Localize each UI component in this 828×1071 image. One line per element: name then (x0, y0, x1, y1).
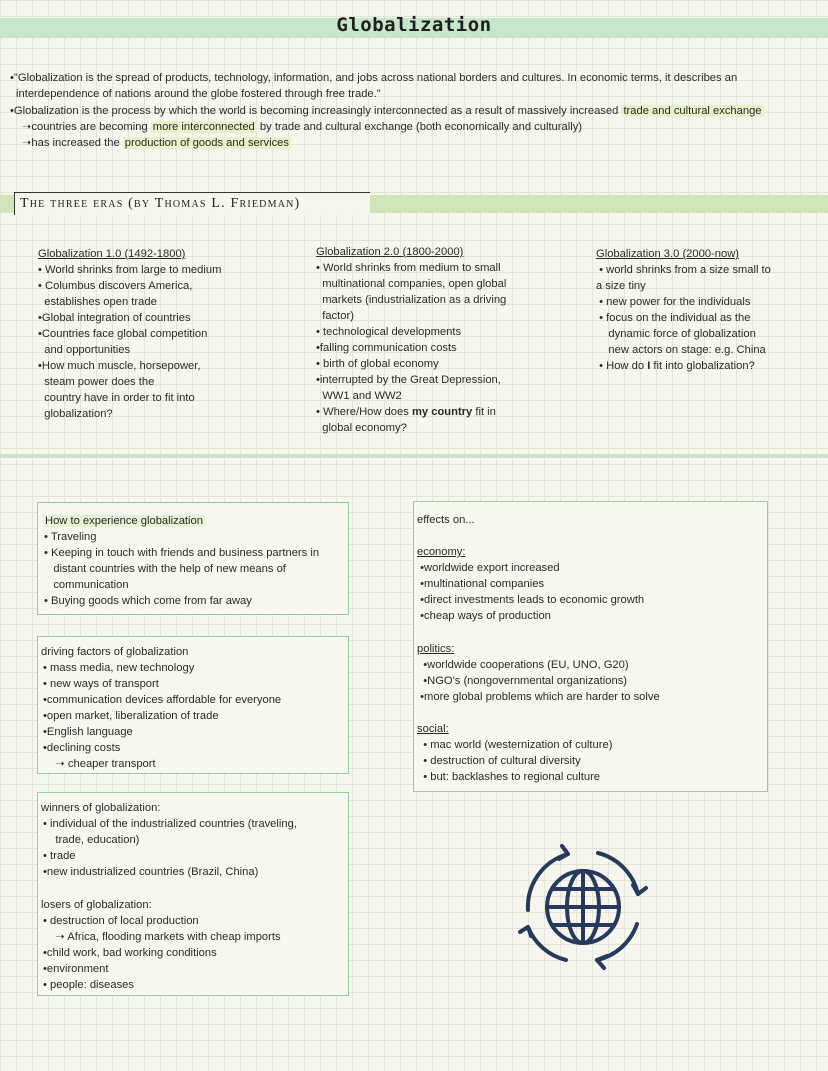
politics-item: •NGO's (nongovernmental organizations) (417, 675, 628, 687)
intro-arrow-1-highlight: more interconnected (152, 121, 255, 133)
winner-item: • trade (43, 850, 76, 862)
era-3-item: dynamic force of globalization (596, 328, 756, 340)
era-2-item: •falling communication costs (316, 342, 457, 354)
era-2-item: • World shrinks from medium to small (316, 262, 501, 274)
economy-item: •multinational companies (417, 578, 545, 590)
winner-item: • individual of the industrialized countries (traveling, (43, 818, 297, 830)
era-1-title: Globalization 1.0 (1492-1800) (38, 248, 186, 260)
intro-definition-highlight: trade and cultural exchange (623, 105, 762, 117)
era-1-item: •How much muscle, horsepower, (38, 360, 201, 372)
drivers-title: driving factors of globalization (41, 646, 189, 658)
era-3-item: new actors on stage: e.g. China (596, 344, 766, 356)
era-3-item: • world shrinks from a size small to (596, 264, 771, 276)
era-3-title: Globalization 3.0 (2000-now) (596, 248, 740, 260)
loser-item: •child work, bad working conditions (43, 947, 217, 959)
driver-item: • mass media, new technology (43, 662, 195, 674)
driver-item: •open market, liberalization of trade (43, 710, 219, 722)
loser-item: •environment (43, 963, 109, 975)
loser-item: • people: diseases (43, 979, 134, 991)
politics-item: •worldwide cooperations (EU, UNO, G20) (417, 659, 629, 671)
era-3-last-suffix: fit into globalization? (650, 360, 755, 372)
experience-item: • Traveling (44, 531, 97, 543)
era-1-item: and opportunities (38, 344, 131, 356)
globe-icon-svg (508, 832, 658, 982)
intro-arrow-2-highlight: production of goods and services (124, 137, 289, 149)
era-2-item: • technological developments (316, 326, 462, 338)
effects-economy-list (417, 560, 644, 624)
era-3-column (596, 246, 771, 374)
era-2-title: Globalization 2.0 (1800-2000) (316, 246, 464, 258)
era-1-item: establishes open trade (38, 296, 157, 308)
era-2-item: factor) (316, 310, 354, 322)
winners-title: winners of globalization: (41, 802, 161, 814)
intro-arrow-2 (22, 135, 291, 151)
losers-list (43, 913, 281, 993)
drivers-box (37, 636, 349, 774)
era-2-column (316, 244, 506, 436)
era-3-item: • new power for the individuals (596, 296, 751, 308)
experience-title (43, 513, 205, 529)
economy-item: •cheap ways of production (417, 610, 551, 622)
era-3-item: • focus on the individual as the (596, 312, 751, 324)
era-3-last-prefix: • How do (596, 360, 648, 372)
effects-title: effects on... (417, 514, 475, 526)
intro-arrow-1-prefix: ➝countries are becoming (22, 121, 151, 133)
winner-item: trade, education) (43, 834, 140, 846)
era-2-item: • birth of global economy (316, 358, 439, 370)
era-2-last-item (316, 404, 506, 420)
era-1-item: steam power does the (38, 376, 155, 388)
era-1-list (38, 262, 221, 422)
politics-item: •more global problems which are harder to solve (417, 691, 660, 703)
social-item: • but: backlashes to regional culture (417, 771, 601, 783)
effects-politics-title: politics: (417, 643, 455, 655)
era-2-last-item-line-2: global economy? (316, 422, 407, 434)
winner-item: •new industrialized countries (Brazil, China) (43, 866, 259, 878)
era-2-item: multinational companies, open global (316, 278, 507, 290)
experience-item: communication (44, 579, 129, 591)
page-title: Globalization (336, 14, 492, 36)
social-item: • mac world (westernization of culture) (417, 739, 613, 751)
driver-item: • new ways of transport (43, 678, 159, 690)
intro-quote-line-1: •"Globalization is the spread of products, technology, information, and jobs across national borders and cultures. In economic terms, it describes an (10, 72, 738, 84)
economy-item: •direct investments leads to economic growth (417, 594, 645, 606)
era-2-last-bold: my country (411, 406, 473, 418)
effects-politics-list (417, 657, 660, 705)
era-2-list (316, 260, 506, 404)
intro-definition (10, 103, 764, 119)
era-1-item: • Columbus discovers America, (38, 280, 193, 292)
era-1-item: •Countries face global competition (38, 328, 208, 340)
effects-box (413, 501, 768, 792)
era-1-item: globalization? (38, 408, 113, 420)
winners-list (43, 816, 297, 880)
driver-item: •English language (43, 726, 133, 738)
intro-arrow-1 (22, 119, 582, 135)
effects-economy-title: economy: (417, 546, 466, 558)
intro-arrow-2-prefix: ➝has increased the (22, 137, 123, 149)
era-2-last-prefix: • Where/How does (316, 406, 412, 418)
section-separator (0, 454, 828, 458)
era-2-item: WW1 and WW2 (316, 390, 402, 402)
era-1-item: •Global integration of countries (38, 312, 191, 324)
drivers-list (43, 660, 281, 772)
effects-social-list (417, 737, 612, 785)
era-2-item: markets (industrialization as a driving (316, 294, 507, 306)
globe-with-cycle-arrows-icon (508, 832, 658, 982)
economy-item: •worldwide export increased (417, 562, 560, 574)
era-3-last-item (596, 358, 771, 374)
intro-arrow-1-suffix: by trade and cultural exchange (both economically and culturally) (256, 121, 583, 133)
intro-quote-line-2: interdependence of nations around the globe fostered through free trade." (16, 88, 381, 100)
experience-box (37, 502, 349, 615)
era-1-column (38, 246, 221, 422)
driver-item: •declining costs (43, 742, 121, 754)
era-2-item: •interrupted by the Great Depression, (316, 374, 501, 386)
era-1-item: country have in order to fit into (38, 392, 195, 404)
driver-item: ➝ cheaper transport (43, 758, 156, 770)
driver-item: •communication devices affordable for everyone (43, 694, 282, 706)
social-item: • destruction of cultural diversity (417, 755, 581, 767)
eras-heading: The three eras (by Thomas L. Friedman) (20, 196, 301, 211)
experience-item: • Buying goods which come from far away (44, 595, 252, 607)
experience-item: • Keeping in touch with friends and business partners in (44, 547, 320, 559)
loser-item: ➝ Africa, flooding markets with cheap imports (43, 931, 281, 943)
era-3-last-bold: I (647, 360, 651, 372)
era-3-list (596, 262, 771, 358)
experience-item: distant countries with the help of new means of (44, 563, 286, 575)
losers-title: losers of globalization: (41, 899, 152, 911)
era-2-last-suffix: fit in (472, 406, 496, 418)
experience-list (44, 529, 319, 609)
experience-title-text: How to experience globalization (45, 515, 203, 527)
effects-social-title: social: (417, 723, 449, 735)
intro-definition-text: •Globalization is the process by which the world is becoming increasingly interconnected as a result of massively increased (10, 105, 622, 117)
winners-losers-box (37, 792, 349, 996)
era-3-item: a size tiny (596, 280, 646, 292)
loser-item: • destruction of local production (43, 915, 199, 927)
era-1-item: • World shrinks from large to medium (38, 264, 222, 276)
